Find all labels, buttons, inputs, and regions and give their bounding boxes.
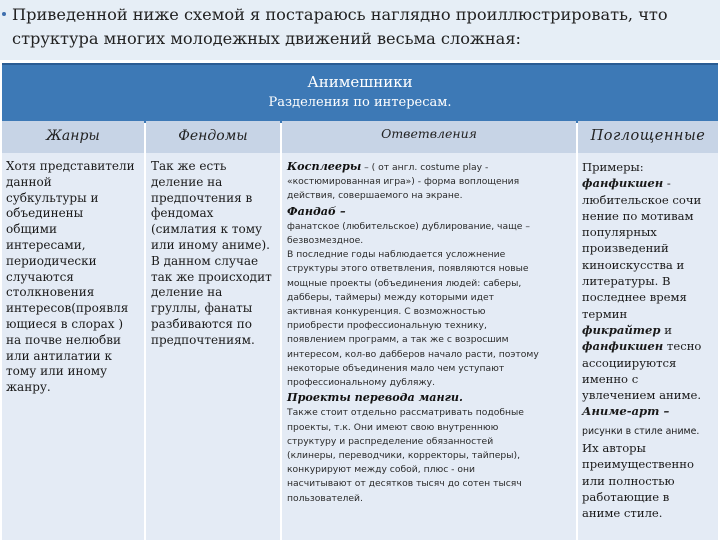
column-body-branches — [282, 153, 576, 540]
column-genres — [2, 121, 144, 540]
intro-block — [0, 0, 720, 60]
fanfic-desc: - любительское сочи нение по мотивам популярных произведений киноискусства и литературы. В последнее время термин — [582, 176, 702, 321]
manga-body: Также стоит отдельно рассматривать подобные проекты, т.к. Они имеют свою внутреннюю структуру и распределение обязанностей (клинеры, переводчики, корректоры, тайперы), конкурируют между собой, плюс - они насчитывают от десятков тысяч до сотен тысяч пользователей. — [287, 407, 524, 504]
banner-title: Анимешники — [307, 73, 413, 91]
column-body-absorbed — [578, 153, 718, 540]
fandub-title: Фандаб – — [287, 203, 346, 218]
column-body-genres — [2, 153, 144, 540]
fandoms-text: Так же есть деление на предпочтения в фендомах (симлатия к тому или иному аниме). В данном случае так же происходит деление на груллы, фанаты разбиваются по предпочтениям. — [151, 159, 272, 347]
anime-art-desc: рисунки в стиле аниме. — [582, 425, 700, 437]
examples-label: Примеры: — [582, 160, 644, 174]
table-banner — [2, 63, 718, 123]
authors-text: Их авторы преимущественно или полностью работающие в аниме стиле. — [582, 441, 694, 521]
cosplay-intro: – ( от англ. costume play - — [361, 162, 489, 173]
fanfic-term: фанфикшен — [582, 176, 664, 191]
fanfic-term-2: фанфикшен — [582, 339, 664, 354]
anime-art-term: Аниме-арт – — [582, 404, 670, 419]
column-fandoms — [146, 121, 280, 540]
column-header-genres: Жанры — [2, 121, 144, 153]
genres-text: Хотя представители данной субкультуры и объединены общими интересами, периодически случаются столкновения интересов(проявля ющиеся в слорах ) на почве нелюбви или антилатии к тому или иному жанру. — [6, 159, 135, 395]
column-header-absorbed: Поглощенные — [578, 121, 718, 153]
banner-subtitle: Разделения по интересам. — [268, 95, 452, 110]
column-branches — [282, 121, 576, 540]
cosplay-body: «костюмированная игра») - форма воплощения действия, совершаемого на экране. — [287, 176, 520, 202]
cosplay-title: Косплееры — [287, 159, 362, 173]
association-text: тесно ассоциируются именно с увлечением аниме. — [582, 339, 702, 403]
absorbed-text — [582, 159, 715, 522]
intro-text: Приведенной ниже схемой я постараюсь наглядно проиллюстрировать, что структура многих молодежных движений весьма сложная: — [12, 5, 668, 48]
column-header-branches: Ответвления — [282, 121, 576, 153]
column-header-fandoms: Фендомы — [146, 121, 280, 153]
bullet-marker — [2, 12, 6, 16]
column-absorbed — [578, 121, 718, 540]
branches-text — [287, 159, 572, 506]
manga-title: Проекты перевода манги. — [287, 390, 463, 405]
connector-text: и — [664, 322, 672, 337]
fikrighter-term: фикрайтер — [582, 322, 661, 337]
fandub-body: фанатское (любительское) дублирование, чаще – безвозмездное. В последние годы наблюдается усложнение структуры этого ответвления, появляются новые мощные проекты (объединения людей: саберы, дабберы, таймеры) между которыми идет активная конкуренция. С возможностью приобрести профессиональную технику, появлением программ, а так же с возросшим интересом, кол-во дабберов начало расти, поэтому некоторые объединения мало чем уступают профессиональному дубляжу. — [287, 220, 539, 389]
column-body-fandoms — [146, 153, 280, 540]
